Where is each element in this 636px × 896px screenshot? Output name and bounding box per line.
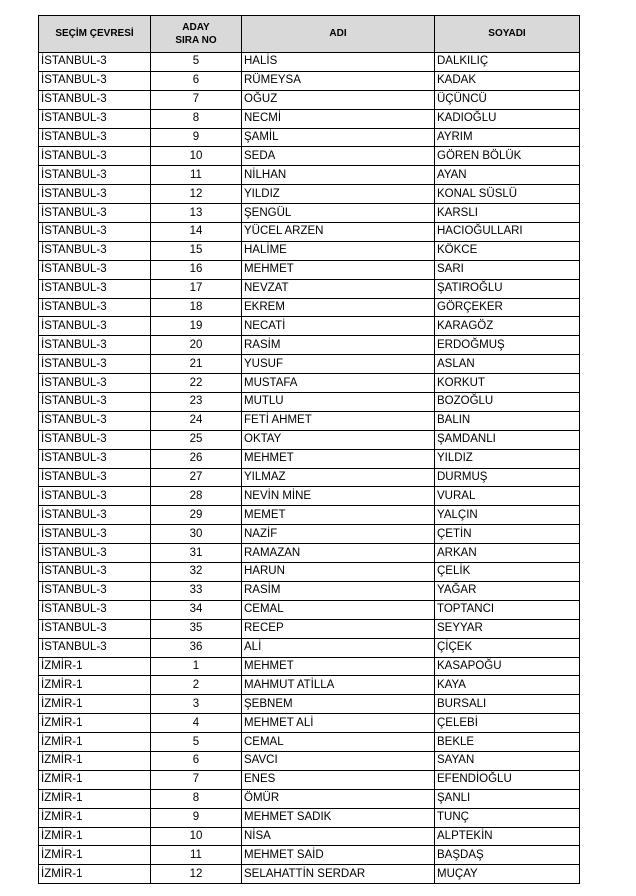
sira-no-cell: 1 — [151, 657, 242, 676]
table-row — [39, 789, 580, 808]
adi-cell: MAHMUT ATİLLA — [242, 676, 435, 695]
soyadi-cell: ÜÇÜNCÜ — [435, 90, 580, 109]
secim-cevresi-cell: İSTANBUL-3 — [39, 128, 151, 147]
table-row — [39, 581, 580, 600]
table-row — [39, 279, 580, 298]
secim-cevresi-cell: İSTANBUL-3 — [39, 619, 151, 638]
adi-cell: NECMİ — [242, 109, 435, 128]
soyadi-cell: ÇİÇEK — [435, 638, 580, 657]
sira-no-cell: 15 — [151, 241, 242, 260]
adi-cell: RASİM — [242, 581, 435, 600]
adi-cell: RECEP — [242, 619, 435, 638]
table-row — [39, 260, 580, 279]
secim-cevresi-cell: İZMİR-1 — [39, 808, 151, 827]
secim-cevresi-cell: İSTANBUL-3 — [39, 279, 151, 298]
soyadi-cell: GÖREN BÖLÜK — [435, 147, 580, 166]
soyadi-cell: VURAL — [435, 487, 580, 506]
secim-cevresi-cell: İSTANBUL-3 — [39, 90, 151, 109]
sira-no-cell: 28 — [151, 487, 242, 506]
soyadi-cell: KÖKCE — [435, 241, 580, 260]
soyadi-cell: YAĞAR — [435, 581, 580, 600]
adi-cell: MEHMET ALİ — [242, 714, 435, 733]
table-row — [39, 204, 580, 223]
table-row — [39, 374, 580, 393]
adi-cell: ŞENGÜL — [242, 204, 435, 223]
secim-cevresi-cell: İZMİR-1 — [39, 657, 151, 676]
table-row — [39, 827, 580, 846]
soyadi-cell: BAŞDAŞ — [435, 846, 580, 865]
table-row — [39, 449, 580, 468]
soyadi-cell: BALIN — [435, 411, 580, 430]
adi-cell: RÜMEYSA — [242, 71, 435, 90]
soyadi-cell: KADAK — [435, 71, 580, 90]
table-row — [39, 430, 580, 449]
sira-no-cell: 3 — [151, 695, 242, 714]
secim-cevresi-cell: İSTANBUL-3 — [39, 109, 151, 128]
adi-cell: MEHMET — [242, 449, 435, 468]
soyadi-cell: MUÇAY — [435, 865, 580, 884]
adi-cell: HARUN — [242, 563, 435, 582]
sira-no-cell: 23 — [151, 393, 242, 412]
sira-no-cell: 4 — [151, 714, 242, 733]
adi-cell: SAVCI — [242, 751, 435, 770]
table-row — [39, 619, 580, 638]
soyadi-cell: SAYAN — [435, 751, 580, 770]
secim-cevresi-cell: İSTANBUL-3 — [39, 393, 151, 412]
table-row — [39, 241, 580, 260]
sira-no-cell: 20 — [151, 336, 242, 355]
soyadi-cell: YILDIZ — [435, 449, 580, 468]
table-row — [39, 468, 580, 487]
secim-cevresi-cell: İSTANBUL-3 — [39, 544, 151, 563]
soyadi-cell: SEYYAR — [435, 619, 580, 638]
soyadi-cell: TUNÇ — [435, 808, 580, 827]
table-row — [39, 128, 580, 147]
secim-cevresi-cell: İSTANBUL-3 — [39, 317, 151, 336]
secim-cevresi-cell: İSTANBUL-3 — [39, 374, 151, 393]
adi-cell: EKREM — [242, 298, 435, 317]
table-row — [39, 355, 580, 374]
sira-no-cell: 19 — [151, 317, 242, 336]
table-row — [39, 411, 580, 430]
table-row — [39, 865, 580, 884]
adi-cell: YILMAZ — [242, 468, 435, 487]
adi-cell: MEHMET SADIK — [242, 808, 435, 827]
adi-cell: NİSA — [242, 827, 435, 846]
adi-cell: NEVİN MİNE — [242, 487, 435, 506]
table-row — [39, 657, 580, 676]
soyadi-cell: BEKLE — [435, 733, 580, 752]
secim-cevresi-cell: İSTANBUL-3 — [39, 71, 151, 90]
secim-cevresi-cell: İSTANBUL-3 — [39, 298, 151, 317]
candidate-table — [38, 15, 580, 884]
sira-no-cell: 5 — [151, 733, 242, 752]
table-row — [39, 600, 580, 619]
soyadi-cell: AYRIM — [435, 128, 580, 147]
soyadi-cell: HACIOĞULLARI — [435, 223, 580, 242]
secim-cevresi-cell: İZMİR-1 — [39, 733, 151, 752]
header-aday-sira-no — [151, 16, 242, 53]
secim-cevresi-cell: İSTANBUL-3 — [39, 449, 151, 468]
adi-cell: NEVZAT — [242, 279, 435, 298]
secim-cevresi-cell: İZMİR-1 — [39, 714, 151, 733]
secim-cevresi-cell: İZMİR-1 — [39, 676, 151, 695]
table-row — [39, 751, 580, 770]
adi-cell: CEMAL — [242, 733, 435, 752]
secim-cevresi-cell: İSTANBUL-3 — [39, 185, 151, 204]
soyadi-cell: BOZOĞLU — [435, 393, 580, 412]
secim-cevresi-cell: İZMİR-1 — [39, 751, 151, 770]
table-row — [39, 544, 580, 563]
adi-cell: SELAHATTİN SERDAR — [242, 865, 435, 884]
soyadi-cell: KONAL SÜSLÜ — [435, 185, 580, 204]
soyadi-cell: GÖRÇEKER — [435, 298, 580, 317]
sira-no-cell: 9 — [151, 808, 242, 827]
table-row — [39, 733, 580, 752]
adi-cell: RASİM — [242, 336, 435, 355]
secim-cevresi-cell: İSTANBUL-3 — [39, 600, 151, 619]
adi-cell: NİLHAN — [242, 166, 435, 185]
table-row — [39, 770, 580, 789]
soyadi-cell: BURSALI — [435, 695, 580, 714]
table-row — [39, 714, 580, 733]
header-soyadi — [435, 16, 580, 53]
sira-no-cell: 21 — [151, 355, 242, 374]
soyadi-cell: KARSLI — [435, 204, 580, 223]
secim-cevresi-cell: İZMİR-1 — [39, 865, 151, 884]
soyadi-cell: ERDOĞMUŞ — [435, 336, 580, 355]
soyadi-cell: ŞATIROĞLU — [435, 279, 580, 298]
sira-no-cell: 30 — [151, 525, 242, 544]
table-row — [39, 223, 580, 242]
adi-cell: MUSTAFA — [242, 374, 435, 393]
sira-no-cell: 17 — [151, 279, 242, 298]
soyadi-cell: ÇELEBİ — [435, 714, 580, 733]
table-row — [39, 336, 580, 355]
table-row — [39, 676, 580, 695]
table-row — [39, 525, 580, 544]
soyadi-cell: YALÇIN — [435, 506, 580, 525]
table-body — [39, 53, 580, 884]
secim-cevresi-cell: İSTANBUL-3 — [39, 336, 151, 355]
secim-cevresi-cell: İSTANBUL-3 — [39, 411, 151, 430]
soyadi-cell: EFENDİOĞLU — [435, 770, 580, 789]
soyadi-cell: TOPTANCI — [435, 600, 580, 619]
adi-cell: ÖMÜR — [242, 789, 435, 808]
sira-no-cell: 18 — [151, 298, 242, 317]
secim-cevresi-cell: İSTANBUL-3 — [39, 487, 151, 506]
table-row — [39, 808, 580, 827]
header-aday-line-2: SIRA NO — [175, 35, 217, 46]
sira-no-cell: 7 — [151, 90, 242, 109]
secim-cevresi-cell: İSTANBUL-3 — [39, 563, 151, 582]
table-row — [39, 846, 580, 865]
secim-cevresi-cell: İSTANBUL-3 — [39, 525, 151, 544]
table-header — [39, 16, 580, 53]
sira-no-cell: 5 — [151, 53, 242, 72]
table-row — [39, 487, 580, 506]
sira-no-cell: 8 — [151, 789, 242, 808]
soyadi-cell: KAYA — [435, 676, 580, 695]
soyadi-cell: ÇETİN — [435, 525, 580, 544]
table-row — [39, 166, 580, 185]
soyadi-cell: SARI — [435, 260, 580, 279]
sira-no-cell: 31 — [151, 544, 242, 563]
soyadi-cell: AYAN — [435, 166, 580, 185]
secim-cevresi-cell: İSTANBUL-3 — [39, 468, 151, 487]
secim-cevresi-cell: İSTANBUL-3 — [39, 166, 151, 185]
soyadi-cell: KASAPOĞU — [435, 657, 580, 676]
adi-cell: ALİ — [242, 638, 435, 657]
sira-no-cell: 2 — [151, 676, 242, 695]
adi-cell: MEHMET — [242, 657, 435, 676]
adi-cell: OĞUZ — [242, 90, 435, 109]
secim-cevresi-cell: İZMİR-1 — [39, 846, 151, 865]
sira-no-cell: 10 — [151, 147, 242, 166]
table-row — [39, 563, 580, 582]
adi-cell: HALİME — [242, 241, 435, 260]
adi-cell: ŞEBNEM — [242, 695, 435, 714]
soyadi-cell: ŞAMDANLI — [435, 430, 580, 449]
adi-cell: YÜCEL ARZEN — [242, 223, 435, 242]
header-secim-cevresi — [39, 16, 151, 53]
soyadi-cell: ARKAN — [435, 544, 580, 563]
table-row — [39, 147, 580, 166]
sira-no-cell: 11 — [151, 846, 242, 865]
secim-cevresi-cell: İSTANBUL-3 — [39, 581, 151, 600]
sira-no-cell: 24 — [151, 411, 242, 430]
adi-cell: NAZİF — [242, 525, 435, 544]
sira-no-cell: 34 — [151, 600, 242, 619]
sira-no-cell: 14 — [151, 223, 242, 242]
sira-no-cell: 29 — [151, 506, 242, 525]
table-row — [39, 695, 580, 714]
header-row — [39, 16, 580, 53]
adi-cell: ŞAMİL — [242, 128, 435, 147]
secim-cevresi-cell: İSTANBUL-3 — [39, 147, 151, 166]
table-row — [39, 317, 580, 336]
adi-cell: MUTLU — [242, 393, 435, 412]
sira-no-cell: 12 — [151, 865, 242, 884]
adi-cell: ENES — [242, 770, 435, 789]
soyadi-cell: ALPTEKİN — [435, 827, 580, 846]
table-row — [39, 298, 580, 317]
sira-no-cell: 7 — [151, 770, 242, 789]
secim-cevresi-cell: İSTANBUL-3 — [39, 638, 151, 657]
table-row — [39, 185, 580, 204]
sira-no-cell: 32 — [151, 563, 242, 582]
secim-cevresi-cell: İSTANBUL-3 — [39, 53, 151, 72]
sira-no-cell: 26 — [151, 449, 242, 468]
soyadi-cell: DURMUŞ — [435, 468, 580, 487]
header-adi-label: ADI — [329, 28, 347, 39]
sira-no-cell: 10 — [151, 827, 242, 846]
adi-cell: FETİ AHMET — [242, 411, 435, 430]
table-row — [39, 109, 580, 128]
soyadi-cell: ÇELİK — [435, 563, 580, 582]
table-row — [39, 90, 580, 109]
soyadi-cell: KORKUT — [435, 374, 580, 393]
header-secim-cevresi-label: SEÇİM ÇEVRESİ — [55, 28, 134, 39]
secim-cevresi-cell: İZMİR-1 — [39, 827, 151, 846]
secim-cevresi-cell: İZMİR-1 — [39, 770, 151, 789]
adi-cell: SEDA — [242, 147, 435, 166]
header-aday-line-1: ADAY — [182, 22, 210, 33]
adi-cell: YILDIZ — [242, 185, 435, 204]
adi-cell: NECATİ — [242, 317, 435, 336]
soyadi-cell: ŞANLI — [435, 789, 580, 808]
sira-no-cell: 9 — [151, 128, 242, 147]
adi-cell: YUSUF — [242, 355, 435, 374]
secim-cevresi-cell: İSTANBUL-3 — [39, 241, 151, 260]
table-row — [39, 638, 580, 657]
sira-no-cell: 16 — [151, 260, 242, 279]
adi-cell: CEMAL — [242, 600, 435, 619]
sira-no-cell: 12 — [151, 185, 242, 204]
secim-cevresi-cell: İSTANBUL-3 — [39, 506, 151, 525]
secim-cevresi-cell: İSTANBUL-3 — [39, 430, 151, 449]
table-row — [39, 393, 580, 412]
table-row — [39, 71, 580, 90]
adi-cell: RAMAZAN — [242, 544, 435, 563]
table-row — [39, 53, 580, 72]
sira-no-cell: 35 — [151, 619, 242, 638]
sira-no-cell: 33 — [151, 581, 242, 600]
sira-no-cell: 6 — [151, 751, 242, 770]
secim-cevresi-cell: İSTANBUL-3 — [39, 223, 151, 242]
secim-cevresi-cell: İZMİR-1 — [39, 789, 151, 808]
adi-cell: MEMET — [242, 506, 435, 525]
sira-no-cell: 13 — [151, 204, 242, 223]
table-row — [39, 506, 580, 525]
sira-no-cell: 6 — [151, 71, 242, 90]
sira-no-cell: 8 — [151, 109, 242, 128]
sira-no-cell: 22 — [151, 374, 242, 393]
header-adi — [242, 16, 435, 53]
adi-cell: HALİS — [242, 53, 435, 72]
soyadi-cell: DALKILIÇ — [435, 53, 580, 72]
secim-cevresi-cell: İSTANBUL-3 — [39, 260, 151, 279]
secim-cevresi-cell: İSTANBUL-3 — [39, 355, 151, 374]
sira-no-cell: 25 — [151, 430, 242, 449]
adi-cell: MEHMET SAİD — [242, 846, 435, 865]
secim-cevresi-cell: İSTANBUL-3 — [39, 204, 151, 223]
header-soyadi-label: SOYADI — [488, 28, 526, 39]
sira-no-cell: 11 — [151, 166, 242, 185]
soyadi-cell: ASLAN — [435, 355, 580, 374]
adi-cell: OKTAY — [242, 430, 435, 449]
soyadi-cell: KARAGÖZ — [435, 317, 580, 336]
soyadi-cell: KADIOĞLU — [435, 109, 580, 128]
sira-no-cell: 27 — [151, 468, 242, 487]
adi-cell: MEHMET — [242, 260, 435, 279]
secim-cevresi-cell: İZMİR-1 — [39, 695, 151, 714]
sira-no-cell: 36 — [151, 638, 242, 657]
